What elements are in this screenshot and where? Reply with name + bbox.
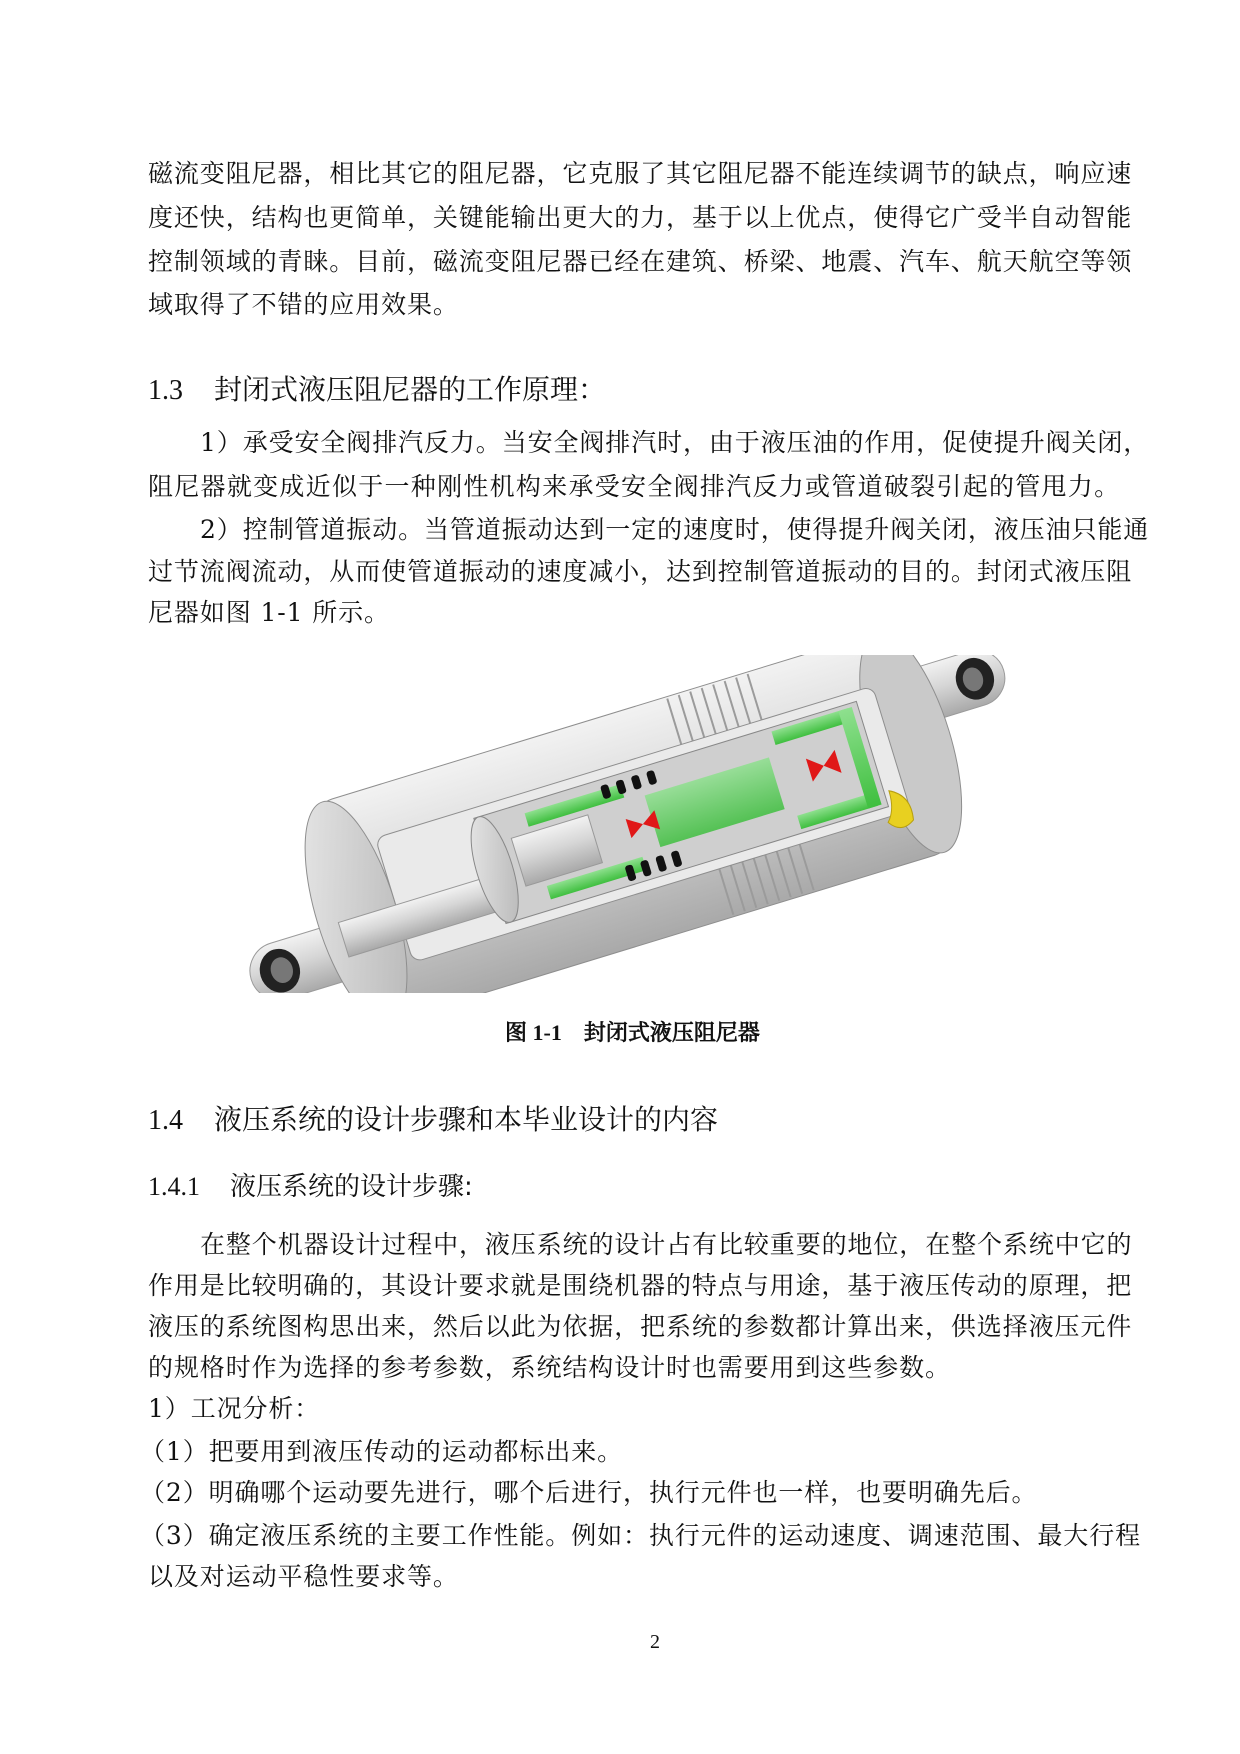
figure-caption-text: 封闭式液压阻尼器 [583,1021,760,1046]
text-line: 阻尼器就变成近似于一种刚性机构来承受安全阀排汽反力或管道破裂引起的管甩力。 [148,472,1120,501]
section-number: 1.4.1 [148,1172,200,1201]
section-heading-1-4-1 [148,1171,473,1203]
text-line: 尼器如图 1-1 所示。 [148,598,390,627]
list-item-continuation: 以及对运动平稳性要求等。 [148,1562,459,1591]
figure-damper-illustration [232,655,1014,993]
figure-label: 图 1-1 [505,1020,562,1045]
list-heading: 1）工况分析： [148,1394,321,1423]
figure-caption [505,1018,760,1049]
list-item: （1）把要用到液压传动的运动都标出来。 [140,1437,624,1466]
text-line: 2）控制管道振动。当管道振动达到一定的速度时，使得提升阀关闭，液压油只能通 [200,515,1150,544]
text-line: 过节流阀流动，从而使管道振动的速度减小，达到控制管道振动的目的。封闭式液压阻 [148,557,1133,586]
section-heading-1-4 [148,1103,718,1138]
text-line: 度还快，结构也更简单，关键能输出更大的力，基于以上优点，使得它广受半自动智能 [148,203,1133,232]
section-number: 1.4 [148,1105,183,1136]
text-line: 磁流变阻尼器，相比其它的阻尼器，它克服了其它阻尼器不能连续调节的缺点，响应速 [148,159,1133,188]
section-title: 封闭式液压阻尼器的工作原理： [214,373,607,406]
list-item: （2）明确哪个运动要先进行，哪个后进行，执行元件也一样，也要明确先后。 [140,1478,1038,1507]
text-line: 作用是比较明确的，其设计要求就是围绕机器的特点与用途，基于液压传动的原理，把 [148,1271,1133,1300]
text-line: 的规格时作为选择的参考参数，系统结构设计时也需要用到这些参数。 [148,1353,951,1382]
text-line: 域取得了不错的应用效果。 [148,290,459,319]
section-title: 液压系统的设计步骤和本毕业设计的内容 [214,1103,719,1136]
page-number: 2 [650,1631,660,1653]
section-title: 液压系统的设计步骤: [230,1172,473,1202]
text-line: 液压的系统图构思出来，然后以此为依据，把系统的参数都计算出来，供选择液压元件 [148,1312,1133,1341]
list-item: （3）确定液压系统的主要工作性能。例如：执行元件的运动速度、调速范围、最大行程 [140,1521,1142,1550]
section-heading-1-3 [148,373,606,408]
text-line: 控制领域的青睐。目前，磁流变阻尼器已经在建筑、桥梁、地震、汽车、航天航空等领 [148,247,1133,276]
text-line: 1）承受安全阀排汽反力。当安全阀排汽时，由于液压油的作用，促使提升阀关闭， [200,428,1150,457]
text-line: 在整个机器设计过程中，液压系统的设计占有比较重要的地位，在整个系统中它的 [200,1230,1133,1259]
section-number: 1.3 [148,375,183,406]
damper-cutaway-icon [232,655,1014,993]
